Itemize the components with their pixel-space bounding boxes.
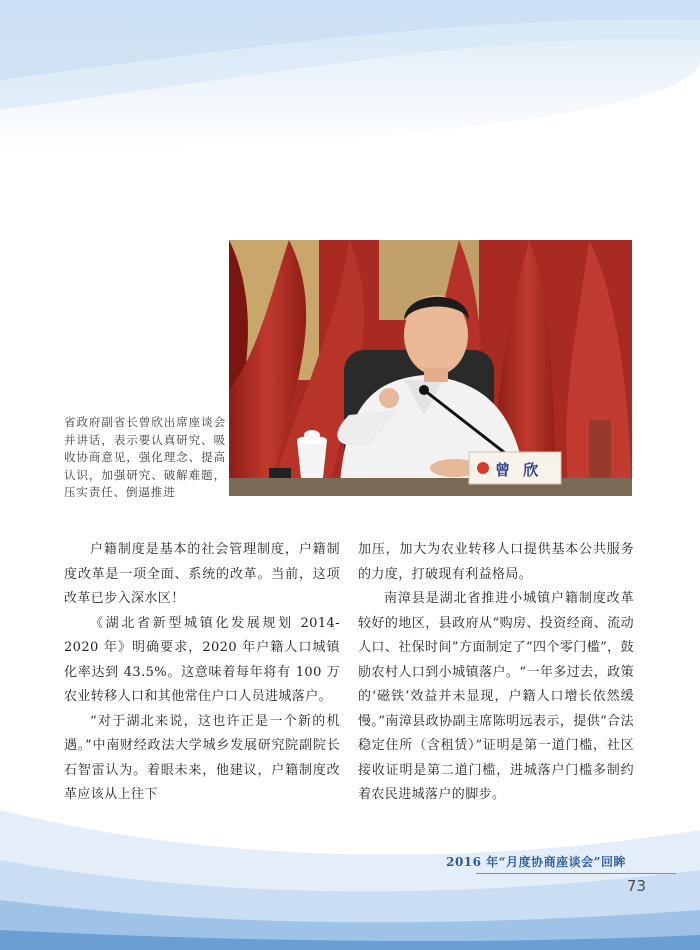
- nameplate-text: 曾 欣: [495, 461, 543, 479]
- page-number: 73: [626, 877, 646, 895]
- footer-divider: [476, 873, 676, 874]
- top-wave-lines: [0, 0, 700, 120]
- photo-caption: 省政府副省长曾欣出席座谈会并讲话，表示要认真研究、吸收协商意见，强化理念、提高认识，加强研究、破解难题，压实责任、倒逼推进: [64, 415, 226, 499]
- footer-title: 2016 年“月度协商座谈会”回眸: [446, 855, 626, 869]
- right-column: [358, 538, 634, 808]
- paragraph: “对于湖北来说，这也许正是一个新的机遇。”中南财经政法大学城乡发展研究院副院长石智雷认为。着眼未来，他建议，户籍制度改革应该从上往下: [64, 713, 340, 802]
- paragraph-continued: 加压，加大为农业转移人口提供基本公共服务的力度，打破现有利益格局。: [358, 542, 634, 582]
- paragraph: 《湖北省新型城镇化发展规划 2014-2020 年》明确要求，2020 年户籍人口城镇化率达到 43.5%。这意味着每年将有 100 万农业转移人口和其他常住户口人员进城落户。: [64, 615, 340, 704]
- speaker-illustration: [229, 240, 632, 496]
- left-column: [64, 538, 340, 808]
- paragraph: 户籍制度是基本的社会管理制度，户籍制度改革是一项全面、系统的改革。当前，这项改革已步入深水区！: [64, 542, 340, 606]
- meeting-photo: [229, 240, 632, 496]
- paragraph: 南漳县是湖北省推进小城镇户籍制度改革较好的地区，县政府从“购房、投资经商、流动人口、社保时间”方面制定了“四个零门槛”，鼓励农村人口到小城镇落户。“一年多过去，政策的‘磁铁’效益并未显现，户籍人口增长依然缓慢。”南漳县政协副主席陈明远表示，提供“合法稳定住所（含租赁）”证明是第一道门槛，社区接收证明是第二道门槛，进城落户门槛多制约着农民进城落户的脚步。: [358, 591, 634, 802]
